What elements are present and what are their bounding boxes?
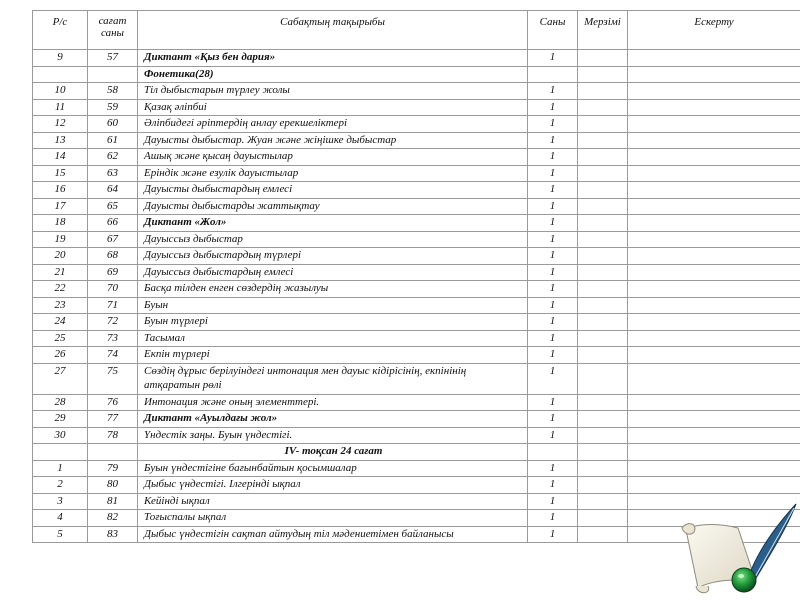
table-row <box>33 149 800 166</box>
row-hours: 82 <box>88 510 138 527</box>
row-hours: 60 <box>88 116 138 133</box>
row-date <box>578 363 628 394</box>
row-note <box>628 83 800 100</box>
section-cell-date <box>578 444 628 461</box>
section-title: IV- тоқсан 24 сағат <box>138 444 528 461</box>
row-quantity: 1 <box>528 460 578 477</box>
row-note <box>628 116 800 133</box>
row-hours: 68 <box>88 248 138 265</box>
row-topic: Дыбыс үндестігі. Ілгерінді ықпал <box>138 477 528 494</box>
table-row <box>33 460 800 477</box>
row-date <box>578 198 628 215</box>
table-row <box>33 215 800 232</box>
row-quantity: 1 <box>528 264 578 281</box>
table-row <box>33 264 800 281</box>
row-quantity: 1 <box>528 116 578 133</box>
table-row <box>33 50 800 67</box>
row-quantity: 1 <box>528 99 578 116</box>
row-date <box>578 264 628 281</box>
row-number: 15 <box>33 165 88 182</box>
row-topic: Тоғыспалы ықпал <box>138 510 528 527</box>
row-quantity: 1 <box>528 347 578 364</box>
row-note <box>628 411 800 428</box>
row-hours: 66 <box>88 215 138 232</box>
section-cell-qty <box>528 66 578 83</box>
row-number: 30 <box>33 427 88 444</box>
header-quantity: Саны <box>528 11 578 50</box>
row-hours: 75 <box>88 363 138 394</box>
header-note: Ескерту <box>628 11 800 50</box>
row-date <box>578 99 628 116</box>
row-topic: Сөздің дұрыс берілуіндегі интонация мен дауыс кідірісінің, екпінінің атқаратын рөлі <box>138 363 528 394</box>
table-row <box>33 363 800 394</box>
row-number: 17 <box>33 198 88 215</box>
table-row <box>33 314 800 331</box>
row-note <box>628 460 800 477</box>
row-quantity: 1 <box>528 248 578 265</box>
table-row <box>33 132 800 149</box>
row-quantity: 1 <box>528 182 578 199</box>
row-note <box>628 215 800 232</box>
row-topic: Диктант «Жол» <box>138 215 528 232</box>
row-note <box>628 50 800 67</box>
header-topic: Сабақтың тақырыбы <box>138 11 528 50</box>
table-row <box>33 281 800 298</box>
table-row <box>33 477 800 494</box>
row-topic: Тасымал <box>138 330 528 347</box>
row-hours: 73 <box>88 330 138 347</box>
row-note <box>628 363 800 394</box>
row-hours: 70 <box>88 281 138 298</box>
section-cell-hours <box>88 444 138 461</box>
row-note <box>628 149 800 166</box>
row-topic: Еріндік және езулік дауыстылар <box>138 165 528 182</box>
section-cell-num <box>33 444 88 461</box>
row-date <box>578 493 628 510</box>
row-topic: Тіл дыбыстарын түрлеу жолы <box>138 83 528 100</box>
row-hours: 79 <box>88 460 138 477</box>
row-quantity: 1 <box>528 198 578 215</box>
table-row <box>33 297 800 314</box>
header-number: Р/с <box>33 11 88 50</box>
row-hours: 72 <box>88 314 138 331</box>
row-date <box>578 149 628 166</box>
row-quantity: 1 <box>528 149 578 166</box>
table-row <box>33 347 800 364</box>
row-note <box>628 297 800 314</box>
row-number: 10 <box>33 83 88 100</box>
section-title: Фонетика(28) <box>138 66 528 83</box>
table-row <box>33 182 800 199</box>
section-cell-num <box>33 66 88 83</box>
row-note <box>628 281 800 298</box>
row-number: 26 <box>33 347 88 364</box>
section-cell-date <box>578 66 628 83</box>
row-note <box>628 132 800 149</box>
row-number: 9 <box>33 50 88 67</box>
row-number: 3 <box>33 493 88 510</box>
row-number: 2 <box>33 477 88 494</box>
row-date <box>578 297 628 314</box>
row-number: 4 <box>33 510 88 527</box>
table-row <box>33 198 800 215</box>
row-date <box>578 427 628 444</box>
row-topic: Интонация және оның элементтері. <box>138 394 528 411</box>
row-number: 25 <box>33 330 88 347</box>
row-quantity: 1 <box>528 83 578 100</box>
row-note <box>628 477 800 494</box>
row-date <box>578 132 628 149</box>
row-date <box>578 510 628 527</box>
row-number: 24 <box>33 314 88 331</box>
row-note <box>628 427 800 444</box>
row-hours: 64 <box>88 182 138 199</box>
row-date <box>578 182 628 199</box>
row-date <box>578 477 628 494</box>
row-date <box>578 460 628 477</box>
section-row <box>33 444 800 461</box>
row-note <box>628 264 800 281</box>
table-row <box>33 330 800 347</box>
row-topic: Дыбыс үндестігін сақтап айтудың тіл мәдениетімен байланысы <box>138 526 528 543</box>
lesson-plan-table-wrapper <box>32 10 800 543</box>
row-date <box>578 281 628 298</box>
table-row <box>33 248 800 265</box>
table-row <box>33 83 800 100</box>
header-hours: сағат саны <box>88 11 138 50</box>
row-date <box>578 116 628 133</box>
row-date <box>578 248 628 265</box>
row-date <box>578 165 628 182</box>
row-number: 23 <box>33 297 88 314</box>
row-hours: 71 <box>88 297 138 314</box>
row-note <box>628 347 800 364</box>
row-topic: Буын үндестігіне бағынбайтын қосымшалар <box>138 460 528 477</box>
row-date <box>578 215 628 232</box>
row-quantity: 1 <box>528 231 578 248</box>
row-hours: 57 <box>88 50 138 67</box>
row-date <box>578 330 628 347</box>
row-hours: 62 <box>88 149 138 166</box>
row-number: 29 <box>33 411 88 428</box>
row-hours: 65 <box>88 198 138 215</box>
scroll-and-quill-icon <box>668 500 800 600</box>
row-topic: Буын <box>138 297 528 314</box>
section-cell-hours <box>88 66 138 83</box>
row-number: 5 <box>33 526 88 543</box>
row-number: 27 <box>33 363 88 394</box>
row-quantity: 1 <box>528 215 578 232</box>
row-date <box>578 231 628 248</box>
row-note <box>628 99 800 116</box>
row-hours: 69 <box>88 264 138 281</box>
row-quantity: 1 <box>528 281 578 298</box>
row-note <box>628 314 800 331</box>
row-topic: Әліпбидегі әріптердің анлау ерекшеліктері <box>138 116 528 133</box>
row-number: 16 <box>33 182 88 199</box>
row-number: 20 <box>33 248 88 265</box>
row-number: 11 <box>33 99 88 116</box>
table-row <box>33 394 800 411</box>
row-topic: Басқа тілден енген сөздердің жазылуы <box>138 281 528 298</box>
row-topic: Дауысты дыбыстар. Жуан және жіңішке дыбыстар <box>138 132 528 149</box>
row-topic: Кейінді ықпал <box>138 493 528 510</box>
row-topic: Ашық және қысаң дауыстылар <box>138 149 528 166</box>
row-quantity: 1 <box>528 363 578 394</box>
row-number: 28 <box>33 394 88 411</box>
row-topic: Дауысты дыбыстардың емлесі <box>138 182 528 199</box>
row-number: 22 <box>33 281 88 298</box>
row-quantity: 1 <box>528 510 578 527</box>
row-quantity: 1 <box>528 411 578 428</box>
table-header-row <box>33 11 800 50</box>
row-topic: Диктант «Қыз бен дария» <box>138 50 528 67</box>
row-number: 13 <box>33 132 88 149</box>
row-topic: Буын түрлері <box>138 314 528 331</box>
row-quantity: 1 <box>528 526 578 543</box>
row-quantity: 1 <box>528 132 578 149</box>
row-topic: Қазақ әліпбиі <box>138 99 528 116</box>
row-topic: Дауысты дыбыстарды жаттықтау <box>138 198 528 215</box>
row-hours: 78 <box>88 427 138 444</box>
row-hours: 77 <box>88 411 138 428</box>
row-number: 21 <box>33 264 88 281</box>
row-topic: Диктант «Ауылдағы жол» <box>138 411 528 428</box>
row-quantity: 1 <box>528 330 578 347</box>
row-quantity: 1 <box>528 427 578 444</box>
row-topic: Дауыссыз дыбыстардың түрлері <box>138 248 528 265</box>
row-date <box>578 83 628 100</box>
row-note <box>628 394 800 411</box>
row-topic: Үндестік заңы. Буын үндестігі. <box>138 427 528 444</box>
row-note <box>628 165 800 182</box>
row-quantity: 1 <box>528 165 578 182</box>
row-topic: Дауыссыз дыбыстардың емлесі <box>138 264 528 281</box>
row-date <box>578 394 628 411</box>
row-number: 19 <box>33 231 88 248</box>
row-number: 12 <box>33 116 88 133</box>
row-quantity: 1 <box>528 297 578 314</box>
row-date <box>578 314 628 331</box>
section-cell-note <box>628 444 800 461</box>
row-note <box>628 248 800 265</box>
row-hours: 63 <box>88 165 138 182</box>
row-quantity: 1 <box>528 477 578 494</box>
row-hours: 74 <box>88 347 138 364</box>
row-topic: Екпін түрлері <box>138 347 528 364</box>
row-hours: 76 <box>88 394 138 411</box>
row-date <box>578 50 628 67</box>
row-date <box>578 347 628 364</box>
row-hours: 67 <box>88 231 138 248</box>
row-note <box>628 231 800 248</box>
table-row <box>33 99 800 116</box>
table-row <box>33 165 800 182</box>
row-hours: 58 <box>88 83 138 100</box>
row-quantity: 1 <box>528 50 578 67</box>
row-note <box>628 182 800 199</box>
section-cell-note <box>628 66 800 83</box>
row-topic: Дауыссыз дыбыстар <box>138 231 528 248</box>
row-number: 18 <box>33 215 88 232</box>
table-row <box>33 411 800 428</box>
row-number: 1 <box>33 460 88 477</box>
row-note <box>628 330 800 347</box>
row-quantity: 1 <box>528 493 578 510</box>
lesson-plan-table <box>32 10 800 543</box>
header-date: Мерзімі <box>578 11 628 50</box>
table-row <box>33 231 800 248</box>
row-hours: 83 <box>88 526 138 543</box>
row-date <box>578 411 628 428</box>
row-note <box>628 198 800 215</box>
row-quantity: 1 <box>528 394 578 411</box>
table-row <box>33 116 800 133</box>
table-body <box>33 50 800 543</box>
row-quantity: 1 <box>528 314 578 331</box>
row-hours: 81 <box>88 493 138 510</box>
section-row <box>33 66 800 83</box>
section-cell-qty <box>528 444 578 461</box>
table-row <box>33 427 800 444</box>
row-hours: 61 <box>88 132 138 149</box>
row-number: 14 <box>33 149 88 166</box>
row-hours: 59 <box>88 99 138 116</box>
row-date <box>578 526 628 543</box>
row-hours: 80 <box>88 477 138 494</box>
